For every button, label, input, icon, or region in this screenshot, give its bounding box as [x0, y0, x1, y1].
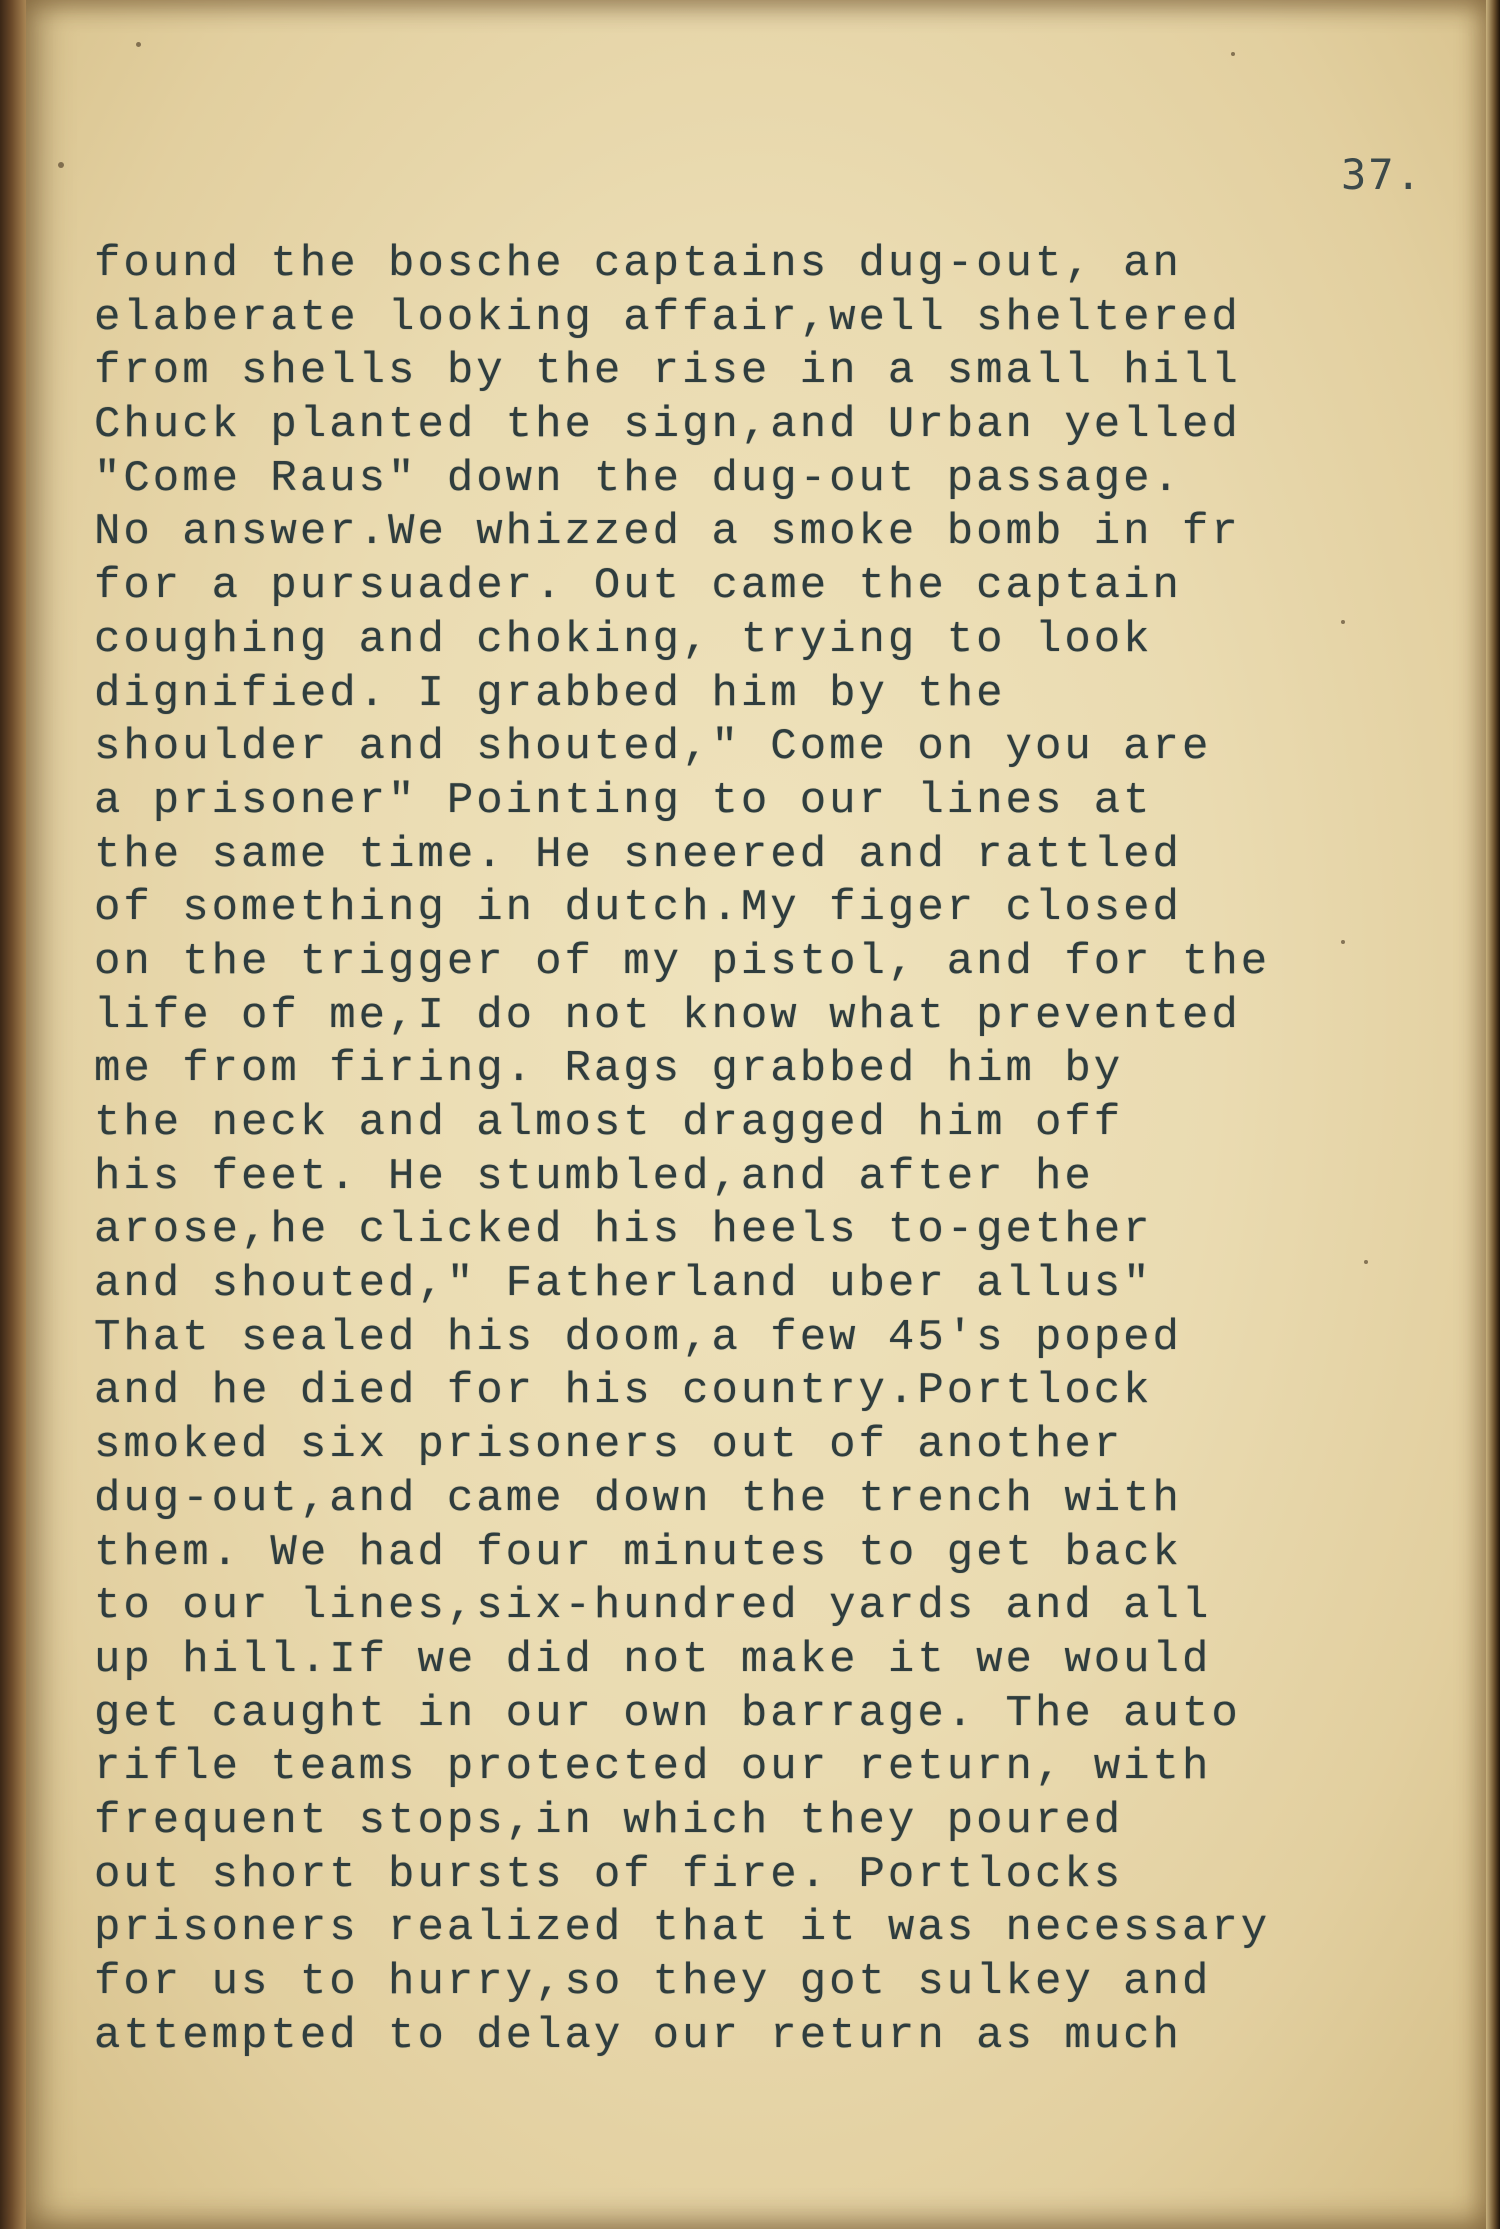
text-line: me from firing. Rags grabbed him by: [94, 1044, 1124, 1095]
book-binding: [0, 0, 26, 2229]
text-line: his feet. He stumbled,and after he: [94, 1151, 1094, 1202]
text-line: "Come Raus" down the dug-out passage.: [94, 453, 1182, 504]
text-line: up hill.If we did not make it we would: [94, 1634, 1212, 1685]
page-edge: [1486, 0, 1500, 2229]
text-line: shoulder and shouted," Come on you are: [94, 722, 1212, 773]
text-line: out short bursts of fire. Portlocks: [94, 1849, 1124, 1900]
text-line: elaberate looking affair,well sheltered: [94, 292, 1241, 343]
text-line: That sealed his doom,a few 45's poped: [94, 1312, 1182, 1363]
text-line: dignified. I grabbed him by the: [94, 668, 1006, 719]
text-line: to our lines,six-hundred yards and all: [94, 1581, 1212, 1632]
text-line: a prisoner" Pointing to our lines at: [94, 775, 1153, 826]
text-line: the same time. He sneered and rattled: [94, 829, 1182, 880]
text-line: the neck and almost dragged him off: [94, 1098, 1124, 1148]
text-line: rifle teams protected our return, with: [94, 1742, 1212, 1793]
text-line: for a pursuader. Out came the captain: [94, 561, 1182, 612]
text-line: life of me,I do not know what prevented: [94, 990, 1241, 1041]
ink-speck: [136, 42, 141, 47]
text-line: smoked six prisoners out of another: [94, 1420, 1124, 1471]
text-line: attempted to delay our return as much: [94, 2010, 1182, 2061]
text-line: get caught in our own barrage. The auto: [94, 1688, 1241, 1739]
text-line: from shells by the rise in a small hill: [94, 346, 1241, 397]
text-line: Chuck planted the sign,and Urban yelled: [94, 400, 1241, 451]
ink-speck: [1231, 52, 1235, 56]
text-line: them. We had four minutes to get back: [94, 1527, 1182, 1578]
text-line: frequent stops,in which they poured: [94, 1795, 1124, 1846]
text-line: dug-out,and came down the trench with: [94, 1473, 1182, 1524]
text-line: prisoners realized that it was necessary: [94, 1903, 1271, 1954]
text-line: for us to hurry,so they got sulkey and: [94, 1957, 1212, 2007]
text-line: coughing and choking, trying to look: [94, 614, 1153, 665]
text-line: found the bosche captains dug-out, an: [94, 239, 1182, 289]
text-line: on the trigger of my pistol, and for the: [94, 936, 1271, 987]
text-line: arose,he clicked his heels to-gether: [94, 1205, 1153, 1256]
ink-speck: [58, 162, 64, 168]
text-line: of something in dutch.My figer closed: [94, 883, 1182, 934]
text-line: and he died for his country.Portlock: [94, 1366, 1153, 1417]
typewritten-page: [26, 0, 1486, 2229]
typed-text-body: [94, 238, 1434, 2063]
text-line: and shouted," Fatherland uber allus": [94, 1259, 1153, 1310]
page-number: 37.: [1341, 150, 1423, 199]
text-line: No answer.We whizzed a smoke bomb in fr: [94, 507, 1241, 558]
